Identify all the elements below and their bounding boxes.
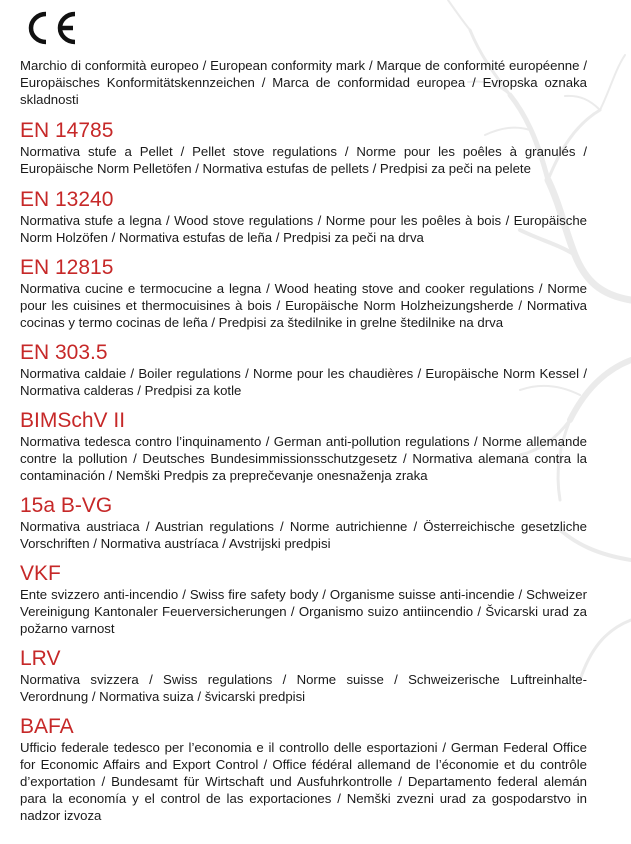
section-description: Normativa svizzera / Swiss regulations / Norme suisse / Schweizerische Luftreinhalte-Verordnung / Normativa suiza / švicarski predpisi	[20, 672, 587, 704]
section-en-13240	[20, 189, 587, 246]
section-description: Ufficio federale tedesco per l’economia e il controllo delle esportazioni / German Federal Office for Economic Affairs and Export Control / Office fédéral allemand de l’économie et du contrôle d’exportation / Bundesamt für Wirtschaft und Ausfuhrkontrolle / Departamento federal alemán para la economía y el control de las exportaciones / Nemški zvezni urad za gospodarstvo in nadzor izvoza	[20, 740, 587, 823]
section-en-14785	[20, 120, 587, 177]
section-vkf	[20, 563, 587, 637]
section-description: Normativa stufe a legna / Wood stove regulations / Norme pour les poêles à bois / Europäische Norm Holzöfen / Normativa estufas de leña / Predpisi za peči na drva	[20, 213, 587, 245]
section-bimschv-ii	[20, 410, 587, 484]
section-title: BIMSchV II	[20, 409, 126, 432]
section-title: EN 14785	[20, 119, 114, 142]
section-title: BAFA	[20, 715, 74, 738]
section-bafa	[20, 716, 587, 824]
section-en-303-5	[20, 342, 587, 399]
section-description: Ente svizzero anti-incendio / Swiss fire safety body / Organisme suisse anti-incendie / Schweizer Vereinigung Kantonaler Feuerversicherungen / Organismo suizo antiincendio / Švicarski urad za požarno varnost	[20, 587, 587, 636]
section-title: EN 12815	[20, 256, 114, 279]
section-description: Normativa cucine e termocucine a legna / Wood heating stove and cooker regulations / Norme pour les cuisines et thermocuisines à bois / Europäische Norm Holzheizungsherde / Normativa cocinas y termo cocinas de leña / Predpisi za štedilnike in grelne štedilnike na drva	[20, 281, 587, 330]
section-title: EN 13240	[20, 188, 114, 211]
ce-mark-description: Marchio di conformità europeo / European conformity mark / Marque de conformité européenne / Europäisches Konformitätskennzeichen / Marca de conformidad europea / Evropska oznaka skladnosti	[20, 58, 587, 107]
section-15a-b-vg	[20, 495, 587, 552]
section-title: EN 303.5	[20, 341, 108, 364]
section-lrv	[20, 648, 587, 705]
section-title: VKF	[20, 562, 61, 585]
section-description: Normativa tedesca contro l’inquinamento / German anti-pollution regulations / Norme allemande contre la pollution / Deutsches Bundesimmissionsschutzgesetz / Normativa alemana contra la contaminación / Nemški Predpis za preprečevanje onesnaženja zraka	[20, 434, 587, 483]
section-title: LRV	[20, 647, 61, 670]
ce-mark-logo	[20, 8, 78, 48]
section-description: Normativa stufe a Pellet / Pellet stove regulations / Norme pour les poêles à granulés / Europäische Norm Pelletöfen / Normativa estufas de pellets / Predpisi za peči na pelete	[20, 144, 587, 176]
section-en-12815	[20, 257, 587, 331]
section-description: Normativa austriaca / Austrian regulations / Norme autrichienne / Österreichische gesetzliche Vorschriften / Normativa austríaca / Avstrijski predpisi	[20, 519, 587, 551]
section-title: 15a B-VG	[20, 494, 113, 517]
section-description: Normativa caldaie / Boiler regulations / Norme pour les chaudières / Europäische Norm Kessel / Normativa calderas / Predpisi za kotle	[20, 366, 587, 398]
